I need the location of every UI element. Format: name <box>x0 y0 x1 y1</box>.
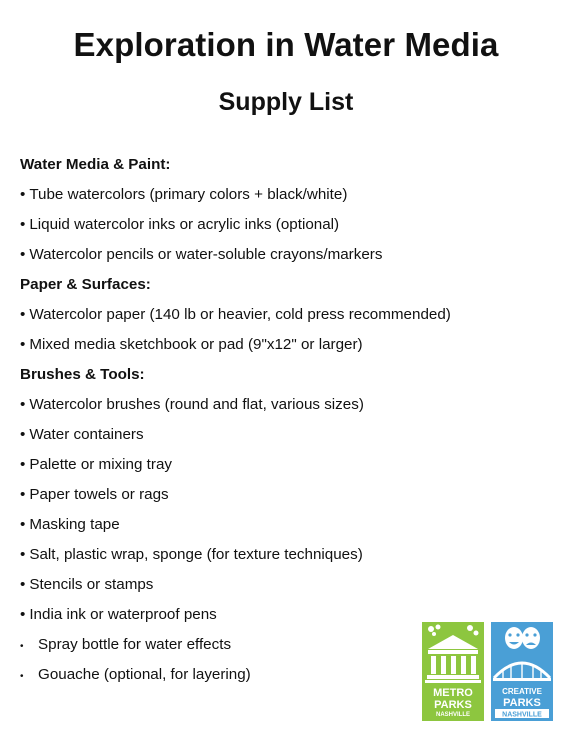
creative-logo-line3: NASHVILLE <box>502 711 542 719</box>
list-item-text: Masking tape <box>29 516 120 533</box>
list-item-text: Spray bottle for water effects <box>38 636 232 653</box>
list-item-text: Tube watercolors (primary colors + black/white) <box>29 186 348 203</box>
list-item <box>20 480 560 510</box>
list-item <box>20 540 560 570</box>
section-heading-water-media: Water Media & Paint: <box>20 156 171 173</box>
bullet-icon: • <box>20 516 26 533</box>
metro-logo-line3: NASHVILLE <box>435 712 471 718</box>
bullet-icon: • <box>20 486 26 503</box>
list-item-text: Watercolor pencils or water-soluble crayons/markers <box>29 246 383 263</box>
bullet-icon: • <box>20 426 26 443</box>
list-item-text: Paper towels or rags <box>29 486 169 503</box>
list-item-text: Liquid watercolor inks or acrylic inks (optional) <box>29 216 340 233</box>
bullet-icon: • <box>20 641 24 652</box>
list-item <box>20 450 560 480</box>
metro-logo-line1: METRO <box>433 687 473 699</box>
bullet-icon: • <box>20 336 26 353</box>
list-item-text: Salt, plastic wrap, sponge (for texture techniques) <box>29 546 363 563</box>
section-heading-paper-surfaces: Paper & Surfaces: <box>20 276 151 293</box>
list-item-text: India ink or waterproof pens <box>29 606 217 623</box>
list-item <box>20 390 560 420</box>
creative-logo-line1: CREATIVE <box>502 687 542 696</box>
bullet-icon: • <box>20 246 26 263</box>
creative-logo-line2: PARKS <box>503 697 541 709</box>
list-item-text: Palette or mixing tray <box>29 456 172 473</box>
creative-parks-logo <box>491 622 553 721</box>
list-item <box>20 300 560 330</box>
list-item <box>20 180 560 210</box>
list-item <box>20 210 560 240</box>
bullet-icon: • <box>20 671 24 682</box>
list-item <box>20 510 560 540</box>
page-title: Exploration in Water Media <box>73 26 499 63</box>
bullet-icon: • <box>20 216 26 233</box>
list-item <box>20 240 560 270</box>
list-item-text: Stencils or stamps <box>29 576 154 593</box>
bullet-icon: • <box>20 186 26 203</box>
bullet-icon: • <box>20 606 26 623</box>
bullet-icon: • <box>20 456 26 473</box>
supply-list <box>20 150 560 690</box>
bullet-icon: • <box>20 396 26 413</box>
list-item-text: Water containers <box>29 426 144 443</box>
section-heading-brushes-tools: Brushes & Tools: <box>20 366 145 383</box>
page-subtitle: Supply List <box>218 88 354 116</box>
list-item-text: Watercolor paper (140 lb or heavier, cold press recommended) <box>29 306 451 323</box>
list-item <box>20 570 560 600</box>
list-item <box>20 330 560 360</box>
list-item <box>20 420 560 450</box>
metro-logo-line2: PARKS <box>434 699 472 711</box>
bullet-icon: • <box>20 306 26 323</box>
bullet-icon: • <box>20 546 26 563</box>
list-item-text: Watercolor brushes (round and flat, various sizes) <box>29 396 364 413</box>
bullet-icon: • <box>20 576 26 593</box>
list-item-text: Gouache (optional, for layering) <box>38 666 251 683</box>
list-item-text: Mixed media sketchbook or pad (9"x12" or larger) <box>29 336 363 353</box>
metro-parks-logo <box>422 622 484 721</box>
